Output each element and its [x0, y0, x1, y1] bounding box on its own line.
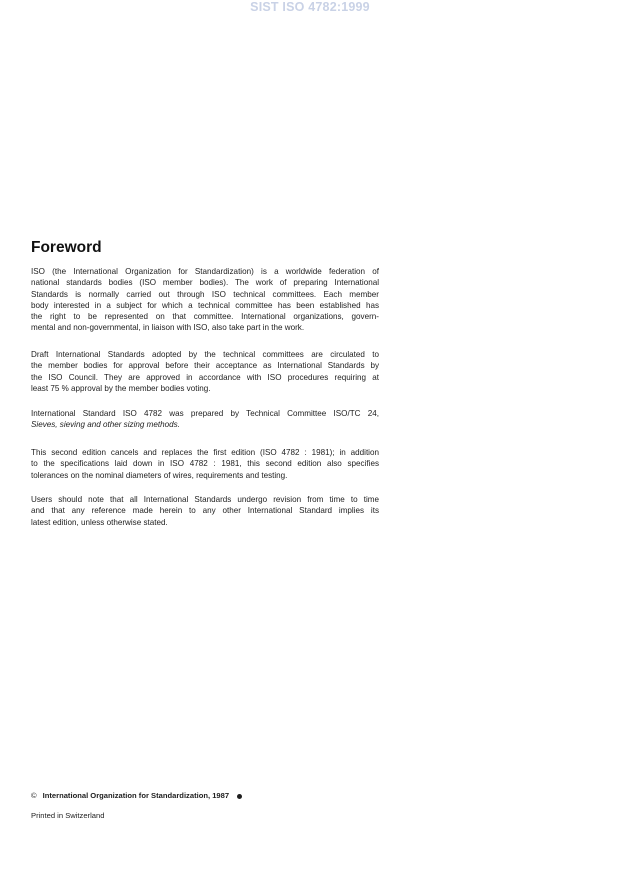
paragraph-line: body interested in a subject for which a technical committee has been established has: [31, 300, 379, 310]
committee-title: Sieves, sieving and other sizing methods.: [31, 420, 180, 430]
paragraph-line: latest edition, unless otherwise stated.: [31, 517, 168, 527]
paragraph-line: Users should note that all International Standards undergo revision from time to time: [31, 495, 379, 504]
watermark-document-id: SIST ISO 4782:1999: [250, 0, 370, 14]
paragraph-edition: [31, 447, 379, 481]
paragraph-line: the ISO Council. They are approved in accordance with ISO procedures requiring at: [31, 372, 379, 382]
paragraph-line: the right to be represented on that committee. International organizations, govern-: [31, 312, 379, 322]
paragraph-line: International Standard ISO 4782 was prepared by Technical Committee ISO/TC 24,: [31, 409, 379, 418]
paragraph-line: tolerances on the nominal diameters of wires, requirements and testing.: [31, 470, 288, 480]
paragraph-line: national standards bodies (ISO member bodies). The work of preparing International: [31, 278, 379, 288]
paragraph-line: Draft International Standards adopted by the technical committees are circulated to: [31, 350, 379, 359]
paragraph-line: ISO (the International Organization for Standardization) is a worldwide federation of: [31, 267, 379, 276]
paragraph-line: and that any reference made herein to any other International Standard implies its: [31, 506, 379, 516]
paragraph-prepared-by: [31, 408, 379, 431]
printed-in: Printed in Switzerland: [31, 811, 105, 820]
copyright-symbol: ©: [31, 791, 37, 800]
copyright-text: International Organization for Standardization, 1987: [42, 791, 230, 800]
paragraph-line: This second edition cancels and replaces the first edition (ISO 4782 : 1981); in addition: [31, 448, 379, 457]
paragraph-line: to the specifications laid down in ISO 4782 : 1981, this second edition also specifies: [31, 459, 379, 469]
paragraph-draft-standards: [31, 349, 379, 394]
paragraph-line: Standards is normally carried out through ISO technical committees. Each member: [31, 289, 379, 299]
bullet-icon: [237, 794, 242, 799]
paragraph-line: the member bodies for approval before their acceptance as International Standards by: [31, 361, 379, 371]
copyright-notice: [31, 791, 242, 800]
paragraph-line: least 75 % approval by the member bodies voting.: [31, 383, 211, 393]
page-heading: Foreword: [31, 239, 102, 256]
paragraph-line: mental and non-governmental, in liaison with ISO, also take part in the work.: [31, 323, 305, 333]
paragraph-iso-intro: [31, 266, 379, 334]
paragraph-users-note: [31, 494, 379, 528]
